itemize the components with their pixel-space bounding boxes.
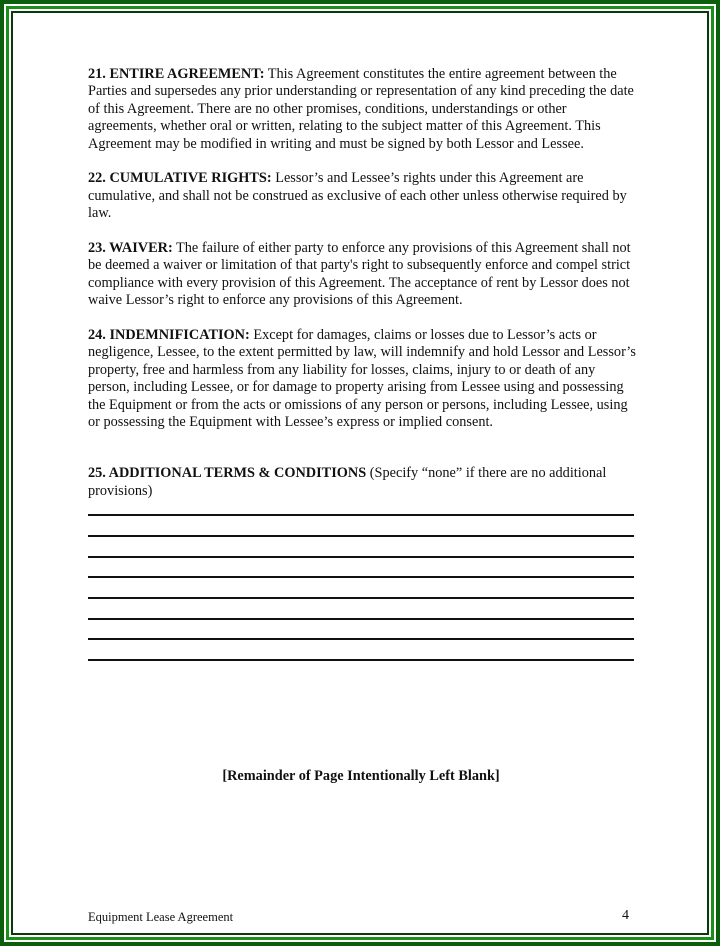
clause-text: This Agreement constitutes the entire agreement between the Parties and supersedes any prior understanding or representation of any kind preceding the date of this Agreement. There are no other promises, conditions, understandings or other agreements, whether oral or written, relating to the subject matter of this Agreement. This Agreement may be modified in writing and must be signed by both Lessor and Lessee. bbox=[88, 66, 634, 152]
clause-heading: 22. CUMULATIVE RIGHTS: bbox=[88, 170, 272, 187]
blank-line[interactable] bbox=[88, 514, 634, 516]
clause-text: (Specify “none” if there are no additional provisions) bbox=[88, 465, 607, 499]
clause-heading: 23. WAIVER: bbox=[88, 240, 173, 257]
remainder-note: [Remainder of Page Intentionally Left Blank] bbox=[222, 768, 500, 784]
blank-line[interactable] bbox=[88, 597, 634, 599]
document-body bbox=[88, 66, 636, 680]
clause-21 bbox=[88, 66, 636, 153]
blank-line[interactable] bbox=[88, 535, 634, 537]
blank-line[interactable] bbox=[88, 638, 634, 640]
clause-text: Lessor’s and Lessee’s rights under this Agreement are cumulative, and shall not be construed as exclusive of each other unless otherwise required by law. bbox=[88, 170, 627, 222]
blank-line[interactable] bbox=[88, 556, 634, 558]
clause-heading: 21. ENTIRE AGREEMENT: bbox=[88, 66, 265, 82]
blank-line[interactable] bbox=[88, 659, 634, 661]
clause-text: The failure of either party to enforce any provisions of this Agreement shall not be deemed a waiver or limitation of that party's right to subsequently enforce and compel strict compliance with every provision of this Agreement. The acceptance of rent by Lessor does not waive Lessor’s right to enforce any provisions of this Agreement. bbox=[88, 240, 631, 309]
clause-23 bbox=[88, 240, 636, 310]
footer-document-title: Equipment Lease Agreement bbox=[88, 910, 234, 924]
clause-text: Except for damages, claims or losses due to Lessor’s acts or negligence, Lessee, to the extent permitted by law, will indemnify and hold Lessor and Lessor’s property, free and harmless from any liability for losses, claims, injury to or death of any person, including Lessee, or for damage to property arising from Lessee using and possessing the Equipment or from the acts or omissions of any person or persons, including Lessee, using or possessing the Equipment with Lessee’s express or implied consent. bbox=[88, 327, 636, 431]
clause-22 bbox=[88, 170, 636, 222]
clause-24 bbox=[88, 327, 636, 431]
additional-terms-lines[interactable] bbox=[88, 514, 636, 661]
blank-line[interactable] bbox=[88, 618, 634, 620]
clause-25 bbox=[88, 465, 636, 500]
footer-page-number: 4 bbox=[622, 908, 629, 923]
clause-heading: 24. INDEMNIFICATION: bbox=[88, 327, 250, 344]
clause-heading: 25. ADDITIONAL TERMS & CONDITIONS bbox=[88, 465, 367, 482]
blank-line[interactable] bbox=[88, 576, 634, 578]
